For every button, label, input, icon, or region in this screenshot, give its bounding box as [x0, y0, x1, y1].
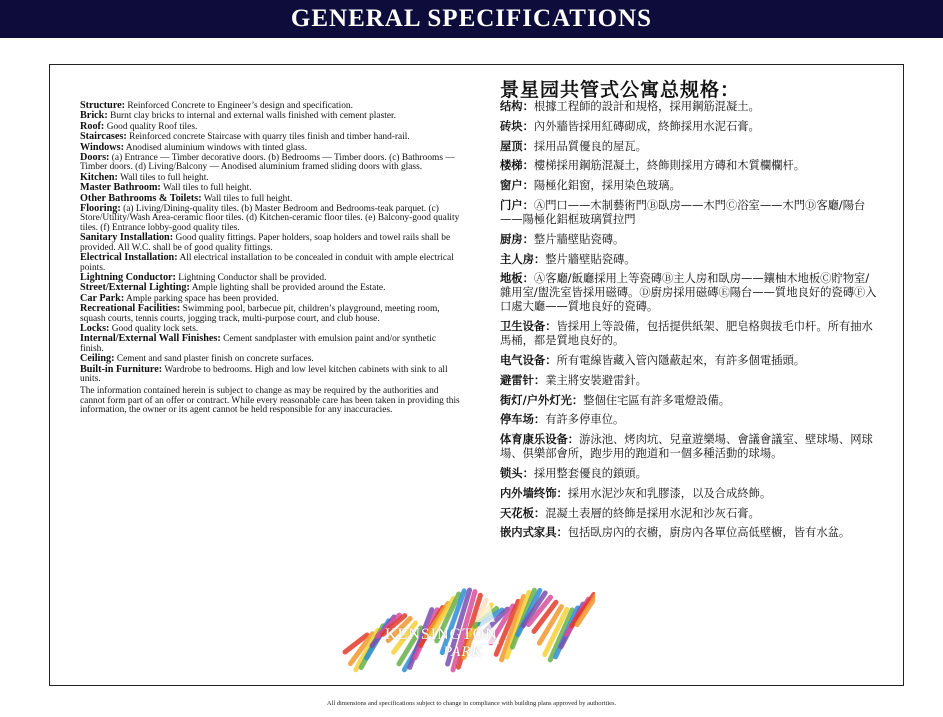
page-title: GENERAL SPECIFICATIONS	[290, 5, 653, 32]
spec-label-zh: 体育康乐设备：	[500, 433, 580, 447]
spec-label-en: Built-in Furniture:	[80, 363, 163, 375]
spec-item-en	[80, 304, 462, 324]
english-specifications	[80, 101, 462, 416]
spec-label-zh: 厨房：	[500, 232, 534, 246]
spec-text-zh: Ⓐ客廳/飯廳採用上等瓷磚Ⓑ主人房和臥房——鑲柚木地板Ⓒ貯物室/雜用室/盥洗室皆採用磁磚。Ⓓ廚房採用磁磚Ⓔ陽台——質地良好的瓷磚Ⓕ入口處大廳——質地良好的瓷磚。	[500, 272, 877, 314]
spec-text-en: Good quality fittings. Paper holders, soap holders and towel rails shall be provided. All W.C. shall be of good quality fittings.	[80, 233, 451, 253]
logo-text-kensington: KENSINGTON	[385, 626, 498, 643]
spec-item-en	[80, 233, 462, 253]
spec-item-zh	[500, 120, 880, 134]
spec-text-zh: 皆採用上等設備，包括提供紙架、肥皂格與拔毛巾杆。所有抽水馬桶，都是質地良好的。	[500, 320, 873, 348]
spec-label-en: Street/External Lighting:	[80, 282, 190, 294]
footer-note: All dimensions and specifications subject to change in compliance with building plans approved by authorities.	[326, 700, 617, 707]
spec-label-en: Master Bathroom:	[80, 182, 161, 194]
spec-item-zh	[500, 394, 880, 408]
spec-item-en	[80, 334, 462, 354]
spec-label-zh: 停车场：	[500, 413, 546, 427]
spec-text-zh: 整個住宅區有許多電燈設備。	[583, 393, 731, 407]
spec-text-zh: 所有電線皆藏入管內隱蔽起來，有許多個電插頭。	[556, 353, 806, 367]
spec-text-zh: 內外牆皆採用紅磚砌成，終飾採用水泥石膏。	[533, 119, 760, 133]
spec-text-en: Anodised aluminium windows with tinted glass.	[123, 142, 308, 153]
spec-label-en: Doors:	[80, 152, 110, 164]
spec-item-en	[80, 365, 462, 385]
spec-label-en: Ceiling:	[80, 353, 115, 365]
spec-label-en: Kitchen:	[80, 171, 118, 183]
spec-label-zh: 主人房：	[500, 252, 546, 266]
spec-item-zh	[500, 374, 880, 388]
spec-text-zh: 採用整套優良的鎖頭。	[533, 466, 647, 480]
spec-item-zh	[500, 526, 880, 540]
spec-label-en: Staircases:	[80, 131, 127, 143]
spec-text-en: Swimming pool, barbecue pit, children’s playground, meeting room, squash courts, tennis courts, jogging track, multi-purpose court, and club house.	[80, 304, 440, 324]
spec-item-zh	[500, 354, 880, 368]
spec-item-zh	[500, 507, 880, 521]
spec-item-zh	[500, 159, 880, 173]
spec-item-zh	[500, 140, 880, 154]
spec-label-en: Recreational Facilities:	[80, 303, 181, 315]
spec-item-zh	[500, 179, 880, 193]
spec-text-en: Wall tiles to full height.	[160, 183, 252, 194]
spec-text-en: Good quality lock sets.	[109, 323, 199, 334]
spec-label-zh: 内外墙终饰：	[500, 486, 568, 500]
spec-label-zh: 街灯/户外灯光：	[500, 393, 584, 407]
spec-text-zh: 整片牆壁貼瓷磚。	[533, 232, 625, 246]
spec-label-zh: 电气设备：	[500, 353, 557, 367]
spec-label-zh: 地板：	[500, 272, 534, 286]
spec-item-en	[80, 111, 462, 121]
spec-text-en: (a) Entrance — Timber decorative doors. (b) Bedrooms — Timber doors. (c) Bathrooms — Timber doors. (d) Living/Balcony — Anodised aluminium framed sliding doors with glass.	[80, 153, 455, 173]
spec-text-zh: 陽極化鋁窗，採用染色玻璃。	[533, 179, 681, 193]
spec-item-zh	[500, 253, 880, 267]
spec-item-zh	[500, 100, 880, 114]
spec-label-zh: 门户：	[500, 198, 534, 212]
spec-text-en: Wardrobe to bedrooms. High and low level kitchen cabinets with sink to all units.	[80, 364, 448, 384]
spec-item-en	[80, 143, 462, 153]
spec-text-en: Ample lighting shall be provided around the Estate.	[189, 283, 386, 294]
spec-item-zh	[500, 272, 880, 314]
header-banner	[0, 0, 943, 38]
spec-item-zh	[500, 467, 880, 481]
disclaimer: The information contained herein is subject to change as may be required by the authorities and cannot form part of an offer or contract. While every reasonable care has been taken in providing this information, the owner or its agent cannot be held responsible for any inaccuracies.	[80, 386, 460, 416]
spec-text-en: Wall tiles to full height.	[117, 172, 209, 183]
spec-label-en: Roof:	[80, 120, 105, 132]
spec-label-zh: 窗户：	[500, 179, 534, 193]
spec-label-en: Structure:	[80, 100, 126, 111]
spec-label-en: Locks:	[80, 322, 110, 334]
spec-text-en: (a) Living/Dining-quality tiles. (b) Master Bedroom and Bedrooms-teak parquet. (c) Store/Utility/Wash Area-ceramic floor tiles. (d) Kitchen-ceramic floor tiles. (e) Balcony-good quality tiles. (f) Entrance lobby-good quality tiles.	[80, 204, 460, 233]
spec-text-zh: 樓梯採用鋼筋混凝土，終飾則採用方磚和木質欄欄杆。	[533, 159, 806, 173]
spec-item-en	[80, 194, 462, 204]
spec-text-zh: 根據工程師的設計和規格，採用鋼筋混凝土。	[533, 100, 760, 113]
spec-label-zh: 嵌内式家具：	[500, 526, 568, 540]
spec-text-en: Ample parking space has been provided.	[124, 293, 279, 304]
spec-text-en: Good quality Roof tiles.	[104, 121, 198, 132]
spec-label-zh: 结构：	[500, 100, 534, 113]
spec-text-zh: 包括臥房內的衣櫥，廚房內各單位高低壁櫥，皆有水盆。	[567, 526, 851, 540]
spec-label-en: Brick:	[80, 110, 108, 122]
spec-label-en: Internal/External Wall Finishes:	[80, 333, 221, 345]
spec-text-en: Cement sandplaster with emulsion paint and/or synthetic finish.	[80, 334, 437, 354]
chinese-title: 景星园共管式公寓总规格：	[500, 79, 741, 101]
spec-item-en	[80, 283, 462, 293]
spec-label-en: Windows:	[80, 141, 124, 153]
spec-item-en	[80, 204, 462, 233]
spec-label-zh: 楼梯：	[500, 159, 534, 173]
chinese-specifications	[500, 100, 880, 546]
spec-item-zh	[500, 433, 880, 461]
spec-item-zh	[500, 320, 880, 348]
spec-item-en	[80, 153, 462, 173]
spec-label-zh: 避雷针：	[500, 373, 546, 387]
spec-label-en: Lightning Conductor:	[80, 271, 176, 283]
spec-label-zh: 锁头：	[500, 466, 534, 480]
spec-text-en: Reinforced Concrete to Engineer’s design and specification.	[125, 101, 353, 111]
spec-item-en	[80, 101, 462, 111]
spec-label-en: Electrical Installation:	[80, 252, 178, 264]
spec-text-zh: 採用水泥沙灰和乳膠漆，以及合成終飾。	[567, 486, 772, 500]
spec-text-en: Burnt clay bricks to internal and external walls finished with cement plaster.	[107, 111, 396, 122]
spec-text-zh: 有許多停車位。	[545, 413, 625, 427]
spec-label-zh: 砖块：	[500, 119, 534, 133]
spec-text-en: Wall tiles to full height.	[201, 193, 293, 204]
spec-label-zh: 卫生设备：	[500, 320, 557, 334]
spec-text-en: Reinforced concrete Staircase with quarry tiles finish and timber hand-rail.	[126, 132, 410, 143]
spec-label-en: Flooring:	[80, 203, 121, 215]
spec-item-zh	[500, 199, 880, 227]
spec-label-en: Sanitary Installation:	[80, 232, 174, 244]
spec-label-en: Car Park:	[80, 292, 125, 304]
spec-text-zh: 游泳池、烤肉坑、兒童遊樂場、會議會議室、壁球場、网球場、俱樂部會所，跑步用的跑道和一個多種活動的球場。	[500, 433, 873, 461]
spec-item-zh	[500, 487, 880, 501]
spec-text-zh: 採用品質優良的屋瓦。	[533, 139, 647, 153]
logo-text-park: PARK	[443, 644, 483, 660]
spec-item-en	[80, 132, 462, 142]
spec-text-zh: 業主將安裝避雷針。	[545, 373, 647, 387]
spec-item-zh	[500, 413, 880, 427]
spec-item-en	[80, 253, 462, 273]
spec-text-zh: 混凝土表層的終飾是採用水泥和沙灰石膏。	[545, 506, 760, 520]
spec-text-en: Lightning Conductor shall be provided.	[175, 272, 327, 283]
spec-text-zh: Ⓐ門口——木制藝術門Ⓑ臥房——木門Ⓒ浴室——木門Ⓓ客廳/陽台——陽極化鋁框玻璃質拉門	[500, 198, 866, 226]
spec-text-en: All electrical installation to be concealed in conduit with ample electrical points.	[80, 253, 454, 273]
spec-text-zh: 整片牆壁貼瓷磚。	[545, 252, 636, 266]
spec-item-zh	[500, 233, 880, 247]
spec-label-zh: 天花板：	[500, 506, 546, 520]
spec-item-en	[80, 122, 462, 132]
spec-label-zh: 屋顶：	[500, 139, 534, 153]
spec-label-en: Other Bathrooms & Toilets:	[80, 192, 202, 204]
spec-text-en: Cement and sand plaster finish on concrete surfaces.	[114, 354, 314, 365]
